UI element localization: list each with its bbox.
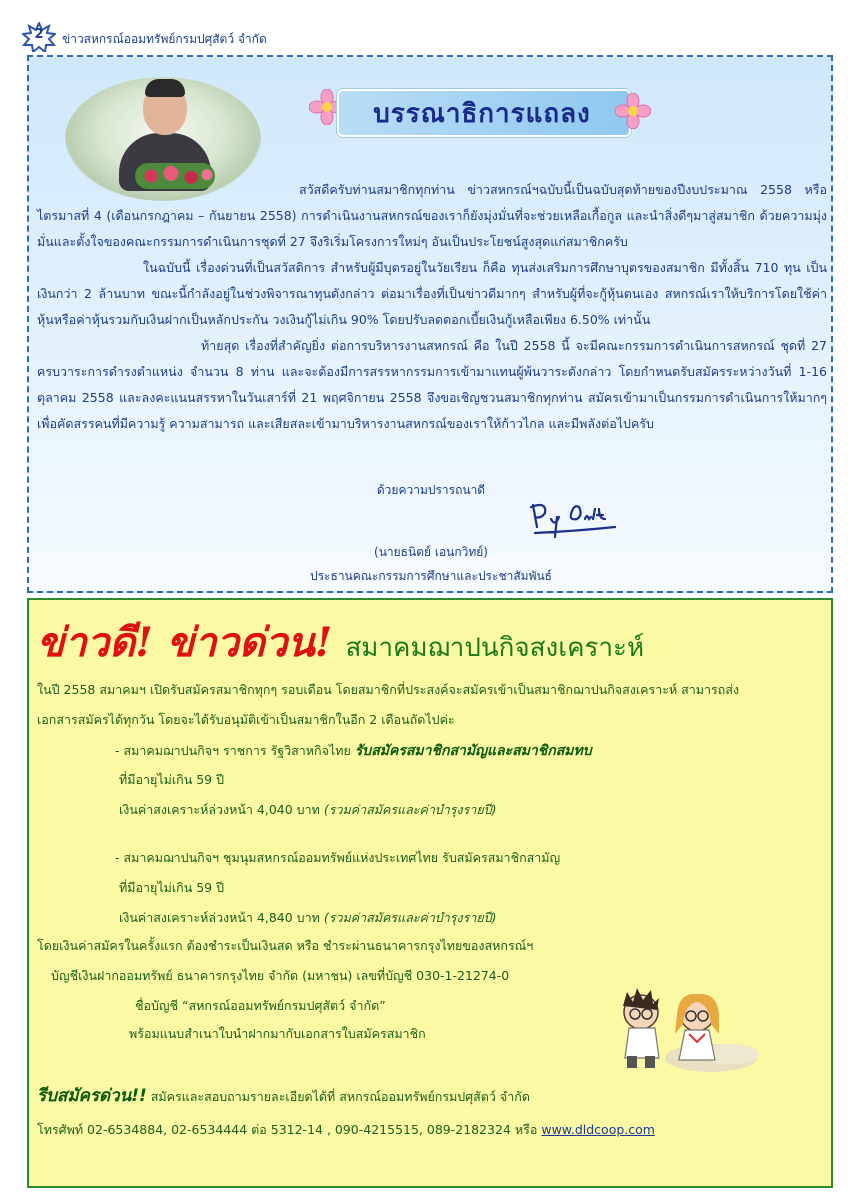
editorial-section bbox=[27, 55, 833, 593]
news-headline-green: สมาคมฌาปนกิจสงเคราะห์ bbox=[345, 633, 645, 663]
payment-line: พร้อมแนบสำเนาใบนำฝากมากับเอกสารใบสมัครสมาชิก bbox=[129, 1026, 426, 1041]
association-2-name: - สมาคมฌาปนกิจฯ ชุมนุมสหกรณ์ออมทรัพย์แห่งประเทศไทย รับสมัครสมาชิกสามัญ bbox=[115, 850, 561, 865]
association-2-fee bbox=[119, 908, 497, 928]
page-header bbox=[22, 22, 422, 52]
editorial-heading: บรรณาธิการแถลง bbox=[373, 99, 591, 129]
page-number: 2 bbox=[34, 27, 44, 42]
payment-line: ชื่อบัญชี “สหกรณ์ออมทรัพย์กรมปศุสัตว์ จำกัด” bbox=[135, 998, 386, 1013]
person-hair bbox=[145, 79, 185, 97]
contact-line bbox=[37, 1120, 655, 1140]
editorial-body bbox=[37, 177, 827, 437]
editorial-banner bbox=[309, 89, 649, 135]
urgent-text: สมัครและสอบถามรายละเอียดได้ที่ สหกรณ์ออมทรัพย์กรมปศุสัตว์ จำกัด bbox=[150, 1089, 530, 1104]
association-2-age: ที่มีอายุไม่เกิน 59 ปี bbox=[119, 880, 225, 895]
cartoon-kids-icon bbox=[601, 984, 761, 1074]
newsletter-title: ข่าวสหกรณ์ออมทรัพย์กรมปศุสัตว์ จำกัด bbox=[62, 32, 267, 46]
news-heading bbox=[37, 610, 644, 674]
phone-text: โทรศัพท์ 02-6534884, 02-6534444 ต่อ 5312-14 , 090-4215515, 089-2182324 หรือ bbox=[37, 1122, 538, 1137]
signature-icon bbox=[527, 497, 621, 541]
news-intro-line: ในปี 2558 สมาคมฯ เปิดรับสมัครสมาชิกทุกๆ รอบเดือน โดยสมาชิกที่ประสงค์จะสมัครเข้าเป็นสมาชิกฌาปนกิจสงเคราะห์ สามารถส่ง bbox=[37, 682, 740, 697]
association-1-fee-note: (รวมค่าสมัครและค่าบำรุงรายปี) bbox=[323, 802, 497, 817]
website-link[interactable]: www.dldcoop.com bbox=[541, 1122, 655, 1137]
association-1-fee-amount: เงินค่าสงเคราะห์ล่วงหน้า 4,040 บาท bbox=[119, 802, 320, 817]
signer-title: ประธานคณะกรรมการศึกษาและประชาสัมพันธ์ bbox=[309, 569, 553, 583]
association-2-fee-note: (รวมค่าสมัครและค่าบำรุงรายปี) bbox=[323, 910, 497, 925]
editorial-paragraph: ในฉบับนี้ เรื่องด่วนที่เป็นสวัสดิการ สำหรับผู้มีบุตรอยู่ในวัยเรียน ก็คือ ทุนส่งเสริมการศึกษาบุตรของสมาชิก มีทั้งสิ้น 710 ทุน เป็นเงินกว่า 2 ล้านบาท ขณะนี้กำลังอยู่ในช่วงพิจารณาทุนดังกล่าว ต่อมาเรื่องที่เป็นข่าวดีมากๆ สำหรับผู้ที่จะกู้หุ้นตนเอง สหกรณ์เราให้บริการโดยใช้ค่าหุ้นหรือค่าหุ้นรวมกับเงินฝากเป็นหลักประกัน วงเงินกู้ไม่เกิน 90% โดยปรับลดดอกเบี้ยเงินกู้เหลือเพียง 6.50% เท่านั้น bbox=[37, 260, 827, 327]
editorial-paragraph: ท้ายสุด เรื่องที่สำคัญยิ่ง ต่อการบริหารงานสหกรณ์ คือ ในปี 2558 นี้ จะมีคณะกรรมการดำเนินการสหกรณ์ ชุดที่ 27 ครบวาระการดำรงตำแหน่ง จำนวน 8 ท่าน และจะต้องมีการสรรหากรรมการเข้ามาแทนผู้พ้นวาระดังกล่าว โดยกำหนดรับสมัครระหว่างวันที่ 1-16 ตุลาคม 2558 และลงคะแนนสรรหาในวันเสาร์ที่ 21 พฤศจิกายน 2558 จึงขอเชิญชวนสมาชิกทุกท่าน สมัครเข้ามาเป็นกรรมการดำเนินการให้มากๆ เพื่อคัดสรรคนที่มีความรู้ ความสามารถ และเสียสละเข้ามาบริหารงานสหกรณ์ของเราให้ก้าวไกล และมีพลังต่อไปครับ bbox=[37, 338, 827, 431]
urgent-label: รีบสมัครด่วน!! bbox=[37, 1086, 147, 1106]
pink-flower-icon bbox=[615, 93, 651, 129]
association-1-age: ที่มีอายุไม่เกิน 59 ปี bbox=[119, 772, 225, 787]
news-section bbox=[27, 598, 833, 1188]
association-1 bbox=[115, 740, 592, 762]
urgent-line bbox=[37, 1082, 530, 1109]
payment-line: บัญชีเงินฝากออมทรัพย์ ธนาคารกรุงไทย จำกัด (มหาชน) เลขที่บัญชี 030-1-21274-0 bbox=[51, 968, 510, 983]
editorial-paragraph: สวัสดีครับท่านสมาชิกทุกท่าน ข่าวสหกรณ์ฯฉบับนี้เป็นฉบับสุดท้ายของปีงบประมาณ 2558 หรือ ไตรมาสที่ 4 (เดือนกรกฎาคม – กันยายน 2558) การดำเนินงานสหกรณ์ของเราก็ยังมุ่งมั่นที่จะช่วยเหลือเกื้อกูล และนำสิ่งดีๆมาสู่สมาชิก ด้วยความมุ่งมั่นและตั้งใจของคณะกรรมการดำเนินการชุดที่ 27 จึงริเริ่มโครงการใหม่ๆ อันเป็นประโยชน์สูงสุดแก่สมาชิกครับ bbox=[37, 182, 827, 249]
association-1-note: รับสมัครสมาชิกสามัญและสมาชิกสมทบ bbox=[354, 743, 592, 759]
payment-line: โดยเงินค่าสมัครในครั้งแรก ต้องชำระเป็นเงินสด หรือ ชำระผ่านธนาคารกรุงไทยของสหกรณ์ฯ bbox=[37, 938, 534, 953]
association-1-fee bbox=[119, 800, 497, 820]
news-headline-red: ข่าวดี! ข่าวด่วน! bbox=[37, 619, 333, 666]
association-2-fee-amount: เงินค่าสงเคราะห์ล่วงหน้า 4,840 บาท bbox=[119, 910, 320, 925]
news-intro-line: เอกสารสมัครได้ทุกวัน โดยจะได้รับอนุมัติเข้าเป็นสมาชิกในอีก 2 เดือนถัดไปค่ะ bbox=[37, 712, 455, 727]
association-1-name: - สมาคมฌาปนกิจฯ ราชการ รัฐวิสาหกิจไทย bbox=[115, 743, 351, 758]
closing-text: ด้วยความปรารถนาดี bbox=[376, 483, 486, 497]
signer-name: (นายธนิตย์ เอนกวิทย์) bbox=[374, 545, 488, 559]
